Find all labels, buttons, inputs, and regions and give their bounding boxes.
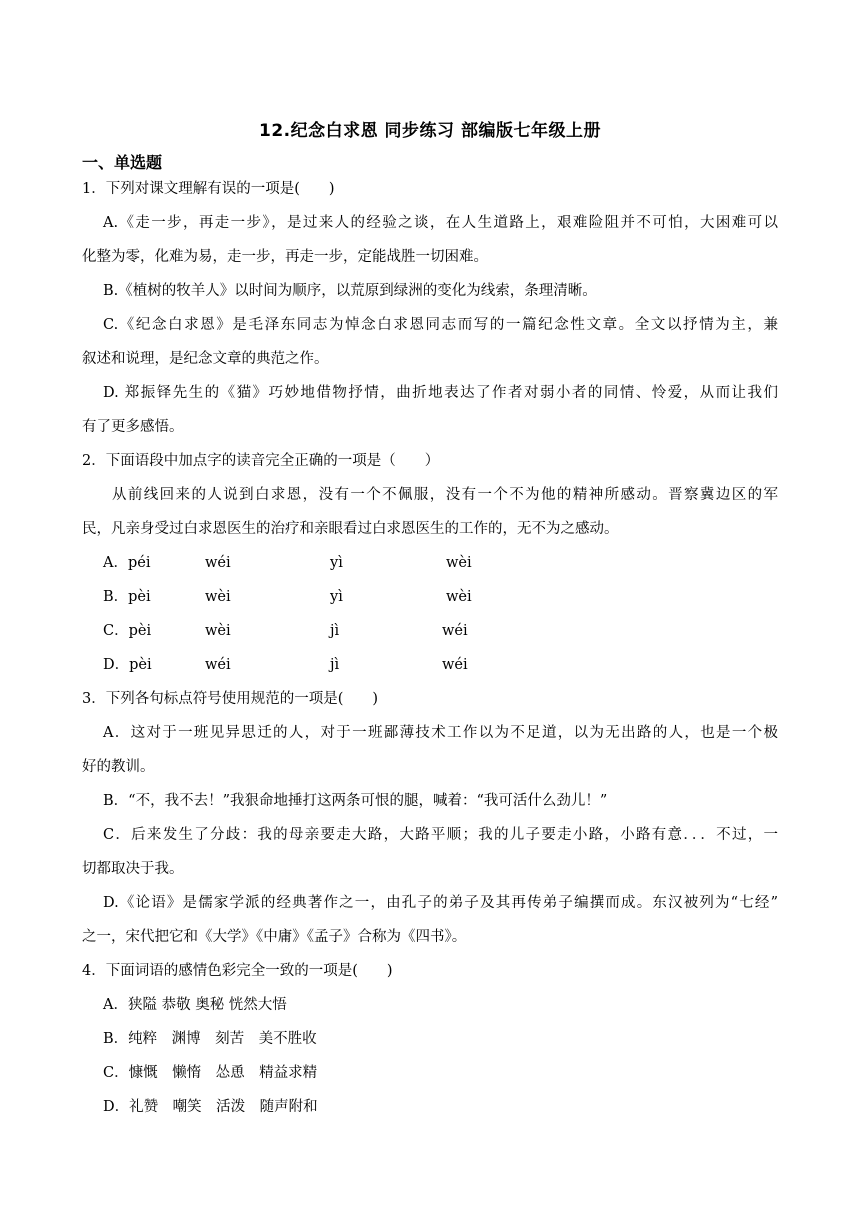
question-3-option-b: B．“不，我不去！”我狠命地捶打这两条可恨的腿，喊着：“我可活什么劲儿！” — [103, 793, 608, 809]
pinyin-cell: wèi — [446, 555, 472, 571]
pinyin-cell: wèi — [205, 589, 231, 605]
question-4-option-a: A．狭隘 恭敬 奥秘 恍然大悟 — [103, 997, 287, 1013]
question-1-option-c: C.《纪念白求恩》是毛泽东同志为悼念白求恩同志而写的一篇纪念性文章。全文以抒情为主，兼 — [103, 317, 778, 333]
question-3-option-a-cont: 好的教训。 — [82, 759, 155, 775]
question-2-stem: 2．下面语段中加点字的读音完全正确的一项是（ ） — [82, 453, 440, 469]
section-heading: 一、单选题 — [82, 153, 163, 172]
question-3-stem: 3．下列各句标点符号使用规范的一项是( ) — [82, 691, 379, 707]
pinyin-cell: wèi — [205, 623, 231, 639]
question-3-option-a: A．这对于一班见异思迁的人，对于一班鄙薄技术工作以为不足道，以为无出路的人，也是一个极 — [103, 725, 778, 741]
pinyin-cell: wéi — [205, 657, 231, 673]
question-3-option-c-cont: 切都取决于我。 — [82, 861, 184, 877]
option-label: C．pèi — [103, 623, 152, 639]
question-1-option-c-cont: 叙述和说理，是纪念文章的典范之作。 — [82, 351, 329, 367]
question-1-option-a: A.《走一步，再走一步》，是过来人的经验之谈，在人生道路上，艰难险阻并不可怕，大困难可以 — [103, 215, 778, 231]
option-label: D．pèi — [103, 657, 152, 673]
question-3-option-d-cont: 之一，宋代把它和《大学》《中庸》《孟子》合称为《四书》。 — [82, 929, 467, 945]
pinyin-cell: wéi — [442, 623, 468, 639]
question-1-option-d-cont: 有了更多感悟。 — [82, 419, 184, 435]
option-label: A．péi — [103, 555, 151, 571]
page-title: 12.纪念白求恩 同步练习 部编版七年级上册 — [259, 121, 601, 141]
question-2-passage: 从前线回来的人说到白求恩，没有一个不佩服，没有一个不为他的精神所感动。晋察冀边区的军 — [112, 487, 778, 503]
pinyin-cell: jì — [330, 657, 340, 673]
question-1-stem: 1．下列对课文理解有误的一项是( ) — [82, 181, 335, 197]
pinyin-cell: wèi — [446, 589, 472, 605]
question-4-stem: 4．下面词语的感情色彩完全一致的一项是( ) — [82, 963, 393, 979]
question-1-option-b: B.《植树的牧羊人》以时间为顺序，以荒原到绿洲的变化为线索，条理清晰。 — [103, 283, 597, 299]
pinyin-cell: yì — [330, 555, 343, 571]
question-2-passage-cont: 民，凡亲身受过白求恩医生的治疗和亲眼看过白求恩医生的工作的，无不为之感动。 — [82, 521, 619, 537]
pinyin-cell: wéi — [442, 657, 468, 673]
pinyin-cell: jì — [330, 623, 340, 639]
question-1-option-d: D. 郑振铎先生的《猫》巧妙地借物抒情，曲折地表达了作者对弱小者的同情、怜爱，从而让我们 — [103, 385, 778, 401]
question-4-option-d: D．礼赞 嘲笑 活泼 随声附和 — [103, 1099, 318, 1115]
question-3-option-c: C．后来发生了分歧：我的母亲要走大路，大路平顺；我的儿子要走小路，小路有意．．．不过，一 — [103, 827, 778, 843]
question-3-option-d: D.《论语》是儒家学派的经典著作之一，由孔子的弟子及其再传弟子编撰而成。东汉被列为“七经” — [103, 895, 778, 911]
pinyin-cell: wéi — [205, 555, 231, 571]
question-4-option-c: C．慷慨 懒惰 怂恿 精益求精 — [103, 1065, 318, 1081]
question-1-option-a-cont: 化整为零，化难为易，走一步，再走一步，定能战胜一切困难。 — [82, 249, 488, 265]
question-4-option-b: B．纯粹 渊博 刻苦 美不胜收 — [103, 1031, 317, 1047]
pinyin-cell: yì — [330, 589, 343, 605]
option-label: B．pèi — [103, 589, 151, 605]
